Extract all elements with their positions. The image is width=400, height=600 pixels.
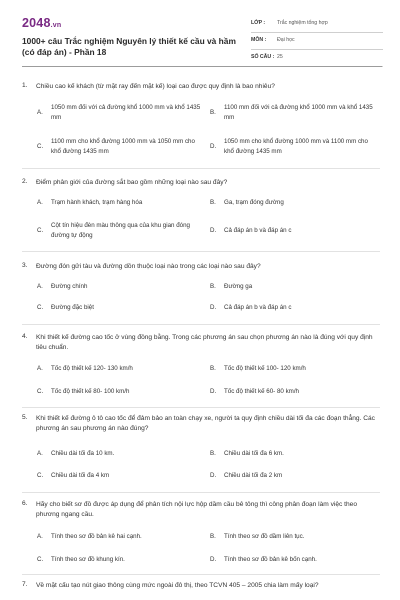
option-text: 1100 mm cho khổ đường 1000 mm và 1050 mm cho khổ đường 1435 mm <box>51 138 195 155</box>
question-text: Về mặt cấu tạo nút giao thông cùng mức ngoài đô thị, theo TCVN 405 – 2005 chia làm mấy loại? <box>36 582 319 589</box>
question-divider <box>22 407 380 408</box>
option-letter: A. <box>37 283 43 290</box>
option-text: Tốc độ thiết kế 100- 120 km/h <box>224 365 306 372</box>
question-text: Điểm phân giới của đường sắt bao gồm những loại nào sau đây? <box>36 179 228 186</box>
option-letter: B. <box>210 199 216 206</box>
option-letter: C. <box>37 304 44 311</box>
meta-info <box>251 16 383 67</box>
option-text: Cột tín hiệu đèn màu thông qua của khu gian đóng đường tự động <box>51 222 190 239</box>
socau-value: 25 <box>277 54 283 60</box>
question-divider <box>22 324 380 325</box>
option-text: Trạm hành khách, trạm hàng hóa <box>51 199 143 206</box>
option-text: Cả đáp án b và đáp án c <box>224 304 292 311</box>
option-letter: C. <box>37 472 44 479</box>
option-letter: D. <box>210 143 217 150</box>
option-text: Chiều dài tối đa 4 km <box>51 472 110 479</box>
option-text: Chiều dài tối đa 6 km. <box>224 450 284 457</box>
meta-row-socau <box>251 50 383 67</box>
socau-label: SỐ CÂU : <box>251 54 275 60</box>
question-text: Khi thiết kế đường cao tốc ở vùng đồng bằng. Trong các phương án sau chọn phương án nào là đúng với quy định tiêu chuẩn. <box>36 334 373 351</box>
question-number: 3. <box>22 262 28 269</box>
option-letter: B. <box>210 109 216 116</box>
meta-row-mon <box>251 33 383 50</box>
option-letter: C. <box>37 227 44 234</box>
question-number: 7. <box>22 581 28 588</box>
question-text: Đường đón gửi tàu và đường dồn thuộc loại nào trong các loại nào sau đây? <box>36 263 261 270</box>
lop-value: Trắc nghiệm tổng hợp <box>277 20 328 26</box>
question-text: Chiều cao kế khách (từ mặt ray đến mặt kế) loại cao được quy định là bao nhiêu? <box>36 83 275 90</box>
lop-label: LỚP : <box>251 20 266 26</box>
option-text: Tốc độ thiết kế 80- 100 km/h <box>51 388 130 395</box>
option-text: 1100 mm đối với cả đường khổ 1000 mm và khổ 1435 mm <box>224 104 373 121</box>
mon-value: Đại học <box>277 37 295 43</box>
option-letter: D. <box>210 304 217 311</box>
logo-suffix: .vn <box>50 22 62 29</box>
option-text: 1050 mm đối với cả đường khổ 1000 mm và khổ 1435 mm <box>51 104 201 121</box>
option-letter: A. <box>37 533 43 540</box>
option-text: Tính theo sơ đồ khung kín. <box>51 556 125 563</box>
option-letter: D. <box>210 556 217 563</box>
option-text: Đường ga <box>224 283 253 290</box>
option-letter: B. <box>210 365 216 372</box>
page-title: 1000+ câu Trắc nghiệm Nguyên lý thiết kế cầu và hầm (có đáp án) - Phần 18 <box>22 36 236 57</box>
option-text: Cả đáp án b và đáp án c <box>224 227 292 234</box>
question-number: 4. <box>22 333 28 340</box>
question-divider <box>22 251 380 252</box>
question-text: Khi thiết kế đường ô tô cao tốc để đảm bảo an toàn chạy xe, người ta quy định chiều dài tối đa các đoạn thẳng. Các phương án sau phương án nào đúng? <box>36 415 375 432</box>
site-logo[interactable] <box>22 16 61 30</box>
option-letter: B. <box>210 283 216 290</box>
option-letter: D. <box>210 472 217 479</box>
option-text: Tốc độ thiết kế 60- 80 km/h <box>224 388 299 395</box>
question-divider <box>22 574 380 575</box>
option-text: Tính theo sơ đồ bản kê bốn cạnh. <box>224 556 317 563</box>
question-number: 1. <box>22 82 28 89</box>
option-letter: D. <box>210 227 217 234</box>
option-text: Chiều dài tối đa 2 km <box>224 472 283 479</box>
question-number: 6. <box>22 500 28 507</box>
option-letter: C. <box>37 143 44 150</box>
question-number: 5. <box>22 414 28 421</box>
option-text: Chiều dài tối đa 10 km. <box>51 450 115 457</box>
option-letter: A. <box>37 450 43 457</box>
option-text: Đường chính <box>51 283 88 290</box>
option-letter: A. <box>37 109 43 116</box>
question-number: 2. <box>22 178 28 185</box>
option-letter: C. <box>37 388 44 395</box>
logo-text: 2048 <box>22 16 51 30</box>
question-divider <box>22 492 380 493</box>
page-header <box>22 14 382 64</box>
option-text: Đường đặc biệt <box>51 304 94 311</box>
mon-label: MÔN : <box>251 37 267 43</box>
option-text: Tính theo sơ đồ bản kê hai cạnh. <box>51 533 142 540</box>
option-letter: D. <box>210 388 217 395</box>
option-letter: A. <box>37 199 43 206</box>
question-divider <box>22 168 380 169</box>
option-text: Tính theo sơ đồ dầm liên tục. <box>224 533 305 540</box>
option-text: 1050 mm cho khổ đường 1000 mm và 1100 mm cho khổ đường 1435 mm <box>224 138 368 155</box>
option-text: Tốc độ thiết kế 120- 130 km/h <box>51 365 133 372</box>
header-divider <box>22 66 382 67</box>
option-letter: B. <box>210 450 216 457</box>
question-text: Hãy cho biết sơ đồ được áp dụng để phân tích nội lực hộp dầm cầu bê tông thì công phân đoạn làm việc theo phương ngang cầu. <box>36 501 357 518</box>
meta-row-lop <box>251 16 383 33</box>
option-letter: C. <box>37 556 44 563</box>
option-letter: A. <box>37 365 43 372</box>
option-text: Ga, trạm đóng đường <box>224 199 284 206</box>
option-letter: B. <box>210 533 216 540</box>
